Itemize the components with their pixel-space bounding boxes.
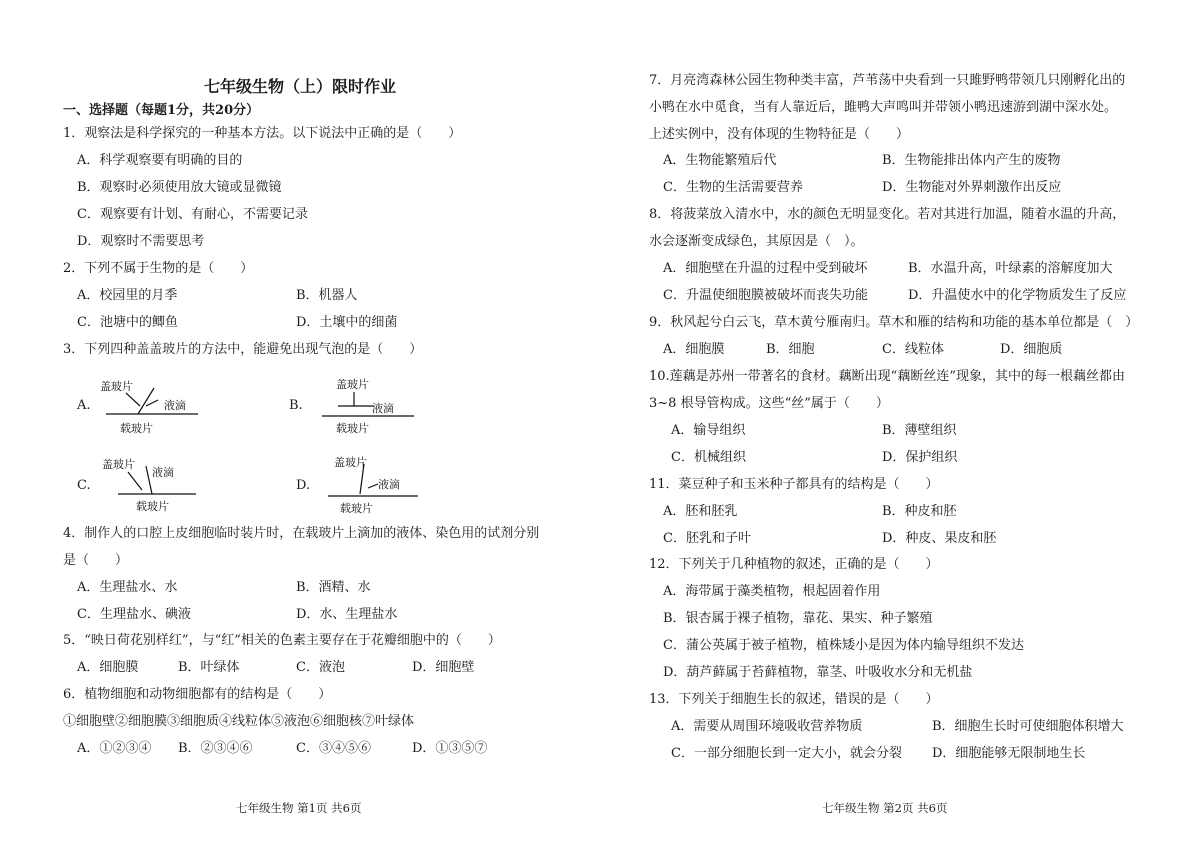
- q9-option-a: A．细胞膜: [663, 342, 725, 357]
- q13-option-b: B．细胞生长时可使细胞体积增大: [932, 719, 1124, 734]
- diagram-b-droplet-label: 液滴: [372, 402, 394, 415]
- diagram-a-arrow: [146, 400, 158, 406]
- q5-option-d: D．细胞壁: [412, 660, 475, 675]
- diagram-a-cover-slip: [138, 388, 154, 414]
- q8-option-b: B．水温升高，叶绿素的溶解度加大: [908, 261, 1113, 276]
- diagram-c-droplet-label: 液滴: [152, 466, 174, 479]
- q2-option-a: A．校园里的月季: [77, 288, 178, 303]
- q3-diagram-a: [98, 378, 208, 438]
- q10-stem-line2: 3~8 根导管构成。这些“丝”属于（ ）: [649, 396, 889, 411]
- q8-option-a: A．细胞壁在升温的过程中受到破坏: [663, 261, 868, 276]
- q1-stem: 1．观察法是科学探究的一种基本方法。以下说法中正确的是（ ）: [63, 126, 462, 141]
- page-footer: 七年级生物 第1页 共6页: [236, 801, 362, 815]
- q2-option-b: B．机器人: [296, 288, 358, 303]
- q7-option-c: C．生物的生活需要营养: [663, 180, 803, 195]
- q8-option-d: D．升温使水中的化学物质发生了反应: [908, 288, 1127, 303]
- q4-stem-line1: 4．制作人的口腔上皮细胞临时装片时，在载玻片上滴加的液体、染色用的试剂分别: [63, 526, 540, 541]
- q9-option-d: D．细胞质: [1000, 342, 1063, 357]
- q1-option-d: D．观察时不需要思考: [77, 234, 205, 249]
- q6-option-b: B．②③④⑥: [178, 741, 253, 756]
- q4-option-b: B．酒精、水: [296, 580, 371, 595]
- q10-option-d: D．保护组织: [882, 450, 958, 465]
- q11-option-c: C．胚乳和子叶: [663, 531, 751, 546]
- q4-option-a: A．生理盐水、水: [77, 580, 178, 595]
- q3-option-a: A.: [77, 398, 91, 413]
- q10-option-b: B．薄壁组织: [882, 423, 957, 438]
- page-2: [600, 0, 1200, 849]
- diagram-d-droplet-label: 液滴: [378, 478, 400, 491]
- diagram-c-pointer: [128, 472, 142, 490]
- q3-option-c: C.: [77, 478, 91, 493]
- q3-option-b: B.: [289, 398, 303, 413]
- q8-option-c: C．升温使细胞膜被破坏而丧失功能: [663, 288, 868, 303]
- q5-option-b: B．叶绿体: [178, 660, 240, 675]
- page-footer: 七年级生物 第2页 共6页: [822, 801, 948, 815]
- q5-option-c: C．液泡: [296, 660, 345, 675]
- diagram-b-slide-label: 载玻片: [336, 422, 369, 435]
- q13-option-c: C．一部分细胞长到一定大小，就会分裂: [671, 746, 902, 761]
- q11-option-b: B．种皮和胚: [882, 504, 957, 519]
- section-heading: 一、选择题（每题1分，共20分）: [63, 103, 260, 118]
- q2-stem: 2．下列不属于生物的是（ ）: [63, 261, 254, 276]
- q2-option-c: C．池塘中的鲫鱼: [77, 315, 178, 330]
- diagram-a-cover-slip-label: 盖玻片: [100, 380, 133, 393]
- q13-option-a: A．需要从周围环境吸收营养物质: [671, 719, 863, 734]
- q3-diagram-b: [314, 376, 424, 438]
- q4-option-d: D．水、生理盐水: [296, 607, 398, 622]
- diagram-d-arrow: [368, 484, 378, 488]
- q10-option-a: A．输导组织: [671, 423, 746, 438]
- q11-option-a: A．胚和胚乳: [663, 504, 738, 519]
- q6-option-d: D．①③⑤⑦: [412, 741, 488, 756]
- q3-option-d: D.: [296, 478, 311, 493]
- q4-option-c: C．生理盐水、碘液: [77, 607, 191, 622]
- diagram-a-slide-label: 载玻片: [120, 422, 153, 435]
- q8-stem-line2: 水会逐渐变成绿色，其原因是（ ）。: [649, 234, 864, 249]
- q2-option-d: D．土壤中的细菌: [296, 315, 398, 330]
- q9-option-b: B．细胞: [766, 342, 815, 357]
- diagram-a-droplet-label: 液滴: [164, 399, 186, 412]
- q11-option-d: D．种皮、果皮和胚: [882, 531, 997, 546]
- q12-stem: 12．下列关于几种植物的叙述，正确的是（ ）: [649, 557, 939, 572]
- paper-title: 七年级生物（上）限时作业: [203, 77, 396, 96]
- q1-option-a: A．科学观察要有明确的目的: [77, 153, 243, 168]
- q7-option-d: D．生物能对外界刺激作出反应: [882, 180, 1062, 195]
- diagram-c-slide-label: 载玻片: [136, 500, 169, 513]
- q3-diagram-d: [320, 454, 430, 518]
- diagram-a-pointer: [126, 393, 140, 406]
- q10-option-c: C．机械组织: [671, 450, 746, 465]
- q12-option-d: D．葫芦藓属于苔藓植物，靠茎、叶吸收水分和无机盐: [663, 665, 973, 680]
- q7-option-b: B．生物能排出体内产生的废物: [882, 153, 1061, 168]
- q3-diagram-c: [98, 456, 208, 518]
- q7-stem-line1: 7．月亮湾森林公园生物种类丰富，芦苇荡中央看到一只雎野鸭带领几只刚孵化出的: [649, 73, 1126, 88]
- diagram-b-cover-slip-label: 盖玻片: [336, 378, 369, 391]
- q6-option-a: A．①②③④: [77, 741, 152, 756]
- q8-stem-line1: 8．将菠菜放入清水中，水的颜色无明显变化。若对其进行加温，随着水温的升高，: [649, 207, 1126, 222]
- q12-option-c: C．蒲公英属于被子植物，植株矮小是因为体内输导组织不发达: [663, 638, 1024, 653]
- q6-stem: 6．植物细胞和动物细胞都有的结构是（ ）: [63, 687, 332, 702]
- q3-stem: 3．下列四种盖盖玻片的方法中，能避免出现气泡的是（ ）: [63, 342, 423, 357]
- q7-stem-line2: 小鸭在水中觅食，当有人靠近后，雎鸭大声鸣叫并带领小鸭迅速游到湖中深水处。: [649, 100, 1118, 115]
- q13-stem: 13．下列关于细胞生长的叙述，错误的是（ ）: [649, 692, 939, 707]
- q6-option-c: C．③④⑤⑥: [296, 741, 371, 756]
- q7-option-a: A．生物能繁殖后代: [663, 153, 777, 168]
- q5-stem: 5．“映日荷花别样红”，与“红”相关的色素主要存在于花瓣细胞中的（ ）: [63, 633, 501, 648]
- q12-option-b: B．银杏属于裸子植物，靠花、果实、种子繁殖: [663, 611, 933, 626]
- q4-stem-line2: 是（ ）: [63, 553, 129, 568]
- q1-option-c: C．观察要有计划、有耐心，不需要记录: [77, 207, 308, 222]
- q5-option-a: A．细胞膜: [77, 660, 139, 675]
- q7-stem-line3: 上述实例中，没有体现的生物特征是（ ）: [649, 127, 910, 142]
- q9-stem: 9．秋风起兮白云飞，草木黄兮雁南归。草木和雁的结构和功能的基本单位都是（ ）: [649, 315, 1139, 330]
- diagram-d-slide-label: 载玻片: [340, 502, 373, 515]
- q1-option-b: B．观察时必须使用放大镜或显微镜: [77, 180, 282, 195]
- diagram-d-cover-slip-label: 盖玻片: [334, 456, 367, 469]
- q13-option-d: D．细胞能够无限制地生长: [932, 746, 1086, 761]
- q12-option-a: A．海带属于藻类植物，根起固着作用: [663, 584, 881, 599]
- q6-structure-list: ①细胞壁②细胞膜③细胞质④线粒体⑤液泡⑥细胞核⑦叶绿体: [63, 714, 415, 729]
- q9-option-c: C．线粒体: [882, 342, 944, 357]
- diagram-c-cover-slip-label: 盖玻片: [102, 458, 135, 471]
- q10-stem-line1: 10.莲藕是苏州一带著名的食材。藕断出现“藕断丝连”现象，其中的每一根藕丝都由: [649, 369, 1125, 384]
- q11-stem: 11．菜豆种子和玉米种子都具有的结构是（ ）: [649, 477, 939, 492]
